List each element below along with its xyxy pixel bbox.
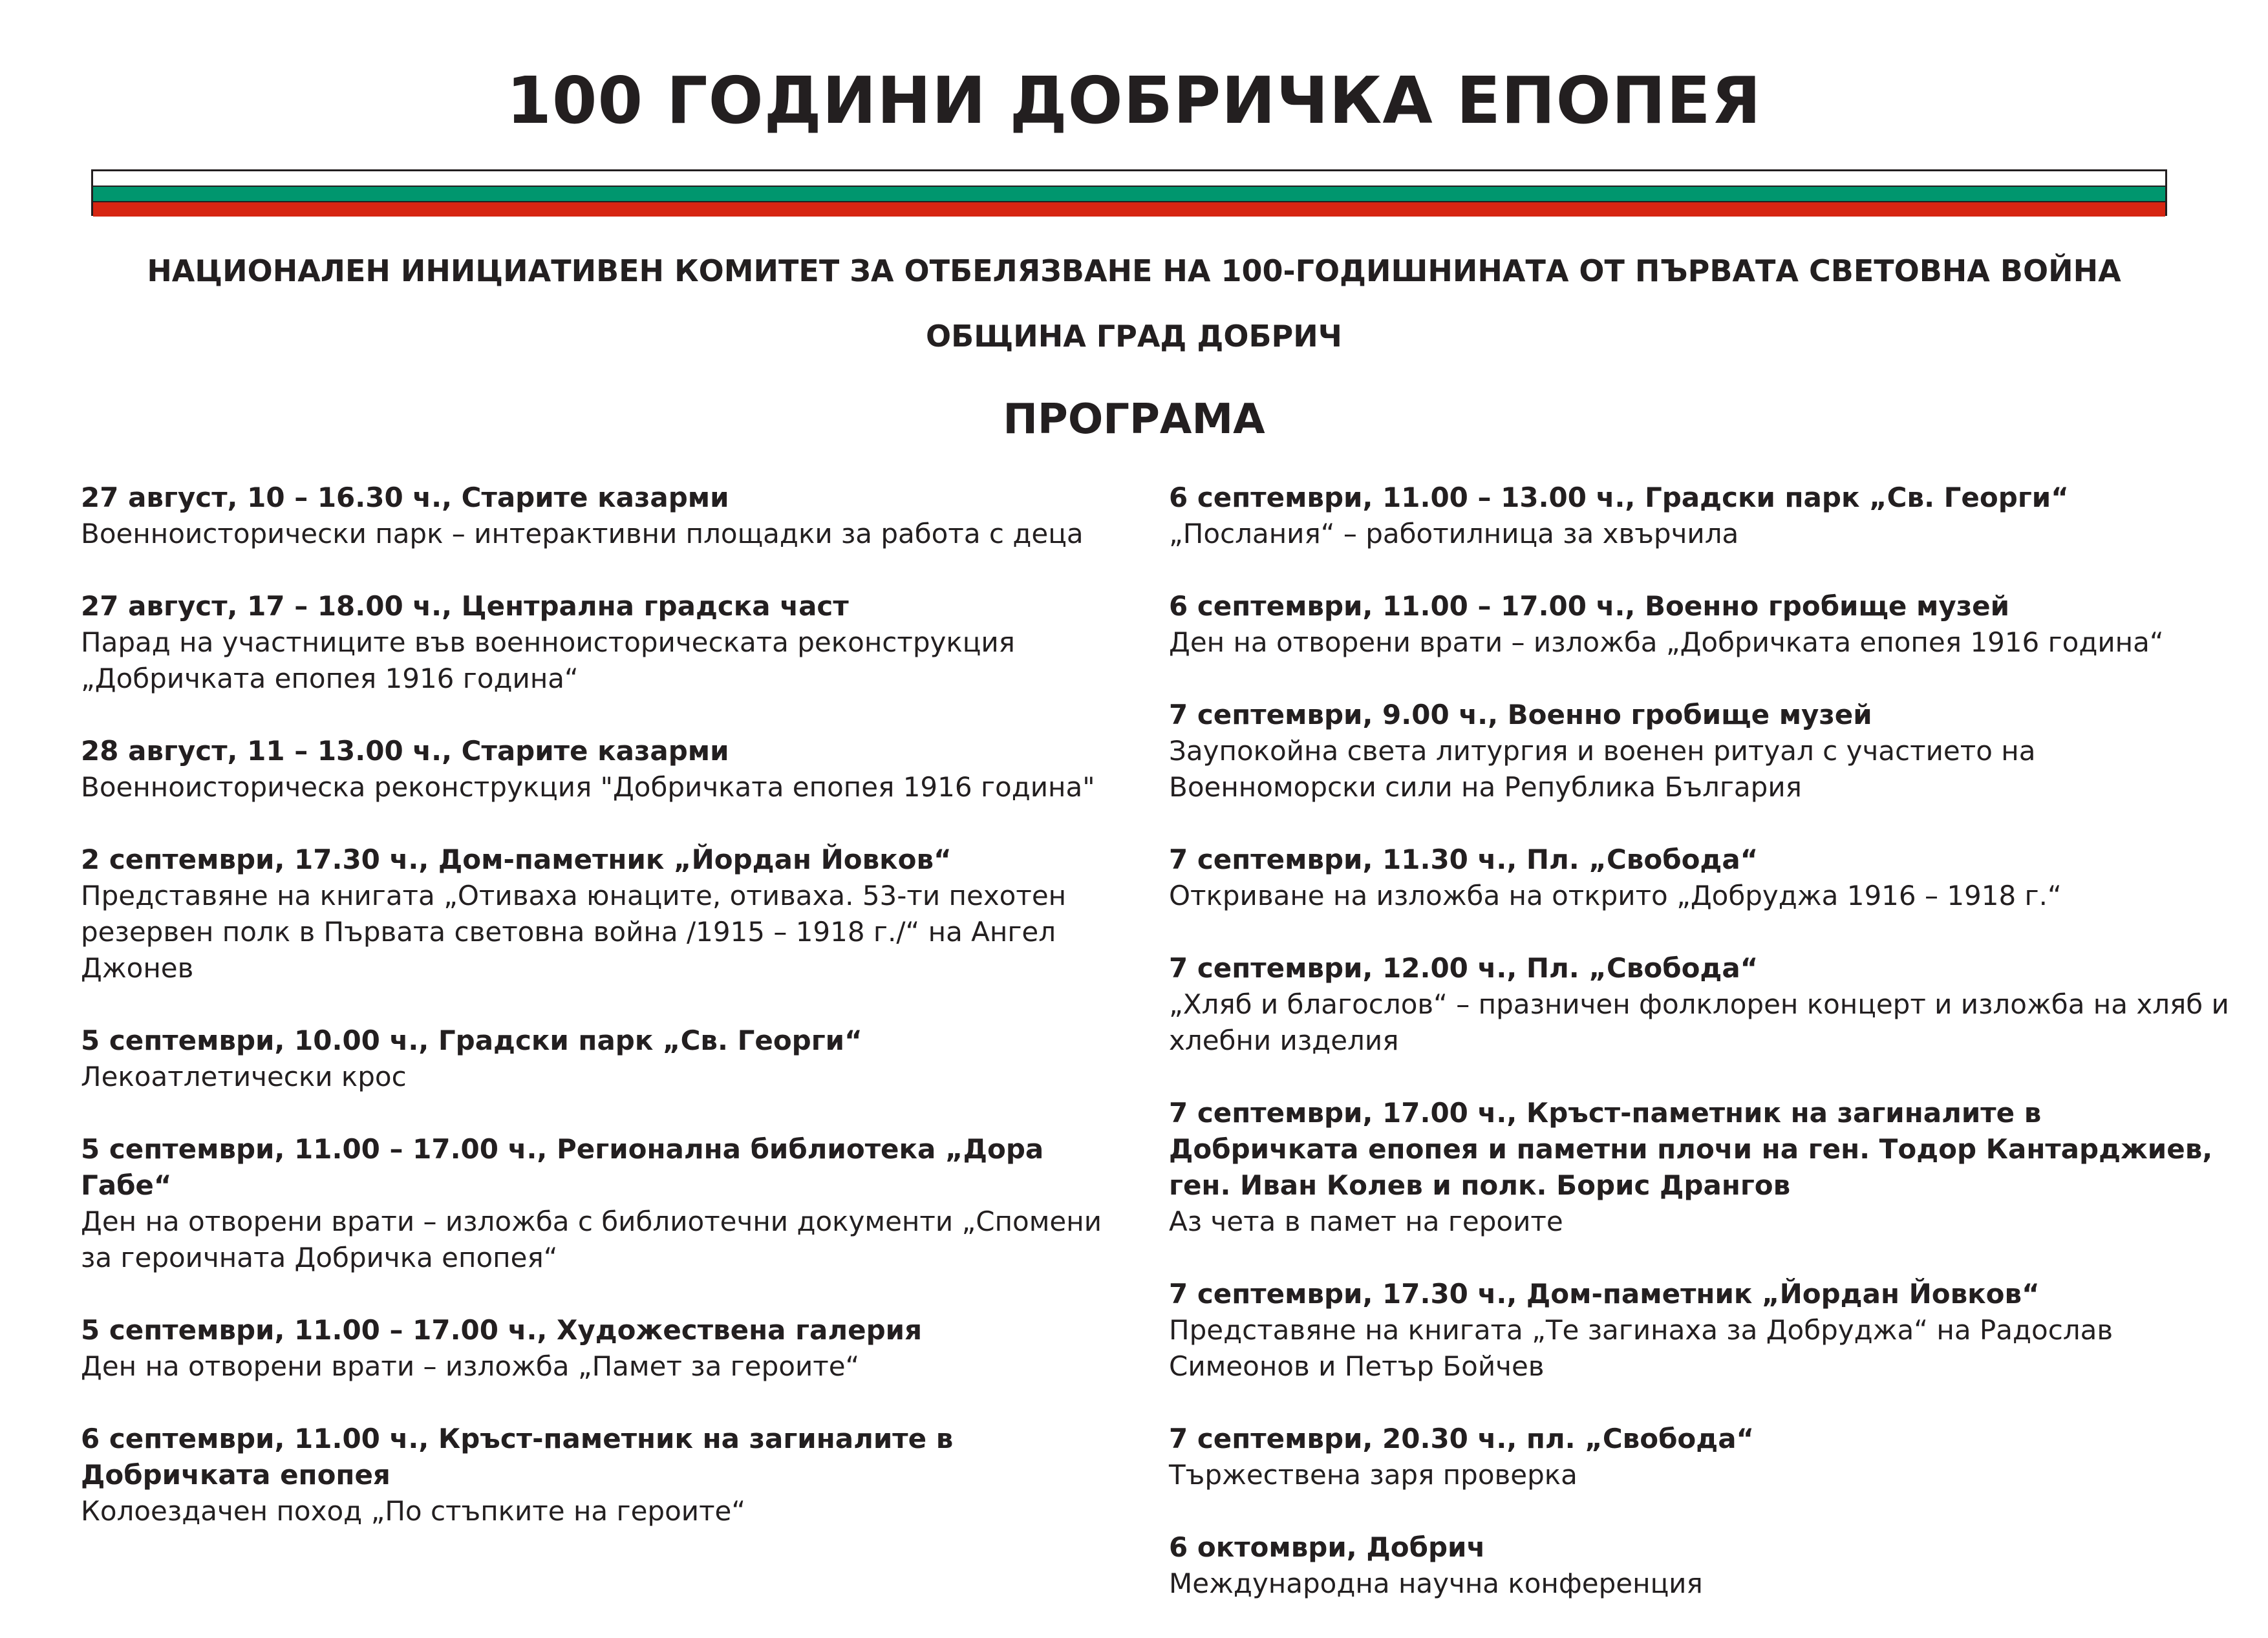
event-date-place: 2 септември, 17.30 ч., Дом-паметник „Йордан Йовков“ [81, 844, 952, 875]
event-item [1169, 480, 2229, 552]
event-item [1169, 1095, 2229, 1240]
event-item [1169, 842, 2229, 914]
flag-green-stripe [93, 187, 2165, 202]
event-item [1169, 1421, 2229, 1493]
event-date-place: 28 август, 11 – 13.00 ч., Старите казарми [81, 735, 729, 767]
event-date-place: 7 септември, 9.00 ч., Военно гробище музей [1169, 699, 1872, 730]
event-date-place: 7 септември, 12.00 ч., Пл. „Свобода“ [1169, 952, 1759, 984]
event-date-place: 27 август, 10 – 16.30 ч., Старите казарми [81, 482, 729, 513]
event-date-place: 6 септември, 11.00 ч., Кръст-паметник на загиналите в Добричката епопея [81, 1423, 954, 1491]
event-item [81, 480, 1141, 552]
event-description: Парад на участниците във военноисторическата реконструкция „Добричката епопея 1916 година“ [81, 626, 1015, 694]
event-item [81, 1421, 1141, 1529]
page-title: 100 ГОДИНИ ДОБРИЧКА ЕПОПЕЯ [506, 63, 1762, 138]
event-date-place: 7 септември, 17.30 ч., Дом-паметник „Йордан Йовков“ [1169, 1278, 2040, 1310]
event-item [1169, 1529, 2229, 1602]
event-description: Представяне на книгата „Те загинаха за Добруджа“ на Радослав Симеонов и Петър Бойчев [1169, 1314, 2113, 1382]
event-description: Представяне на книгата „Отиваха юнаците, отиваха. 53-ти пехотен резервен полк в Първата световна война /1915 – 1918 г./“ на Ангел Джонев [81, 880, 1067, 984]
event-description: Ден на отворени врати – изложба „Памет за героите“ [81, 1350, 860, 1382]
event-date-place: 5 септември, 10.00 ч., Градски парк „Св. Георги“ [81, 1025, 862, 1056]
flag-red-stripe [93, 202, 2165, 217]
event-date-place: 6 септември, 11.00 – 17.00 ч., Военно гробище музей [1169, 590, 2010, 622]
event-item [81, 588, 1141, 697]
event-description: „Послания“ – работилница за хвърчила [1169, 518, 1739, 549]
event-item [81, 842, 1141, 986]
event-item [81, 733, 1141, 805]
event-date-place: 7 септември, 11.30 ч., Пл. „Свобода“ [1169, 844, 1759, 875]
event-description: Военноисторическа реконструкция "Добричката епопея 1916 година" [81, 771, 1095, 803]
event-item [81, 1131, 1141, 1276]
event-date-place: 7 септември, 20.30 ч., пл. „Свобода“ [1169, 1423, 1755, 1454]
event-description: Тържествена заря проверка [1169, 1459, 1578, 1491]
event-description: Заупокойна света литургия и военен ритуал с участието на Военноморски сили на Република България [1169, 735, 2036, 803]
event-description: Колоездачен поход „По стъпките на героите“ [81, 1495, 746, 1527]
event-item [81, 1023, 1141, 1095]
event-item [81, 1312, 1141, 1385]
event-date-place: 27 август, 17 – 18.00 ч., Централна градска част [81, 590, 849, 622]
program-column-left [81, 480, 1141, 1566]
event-description: Ден на отворени врати – изложба „Добричката епопея 1916 година“ [1169, 626, 2164, 658]
program-column-right [1169, 480, 2229, 1638]
organizer-municipality: ОБЩИНА ГРАД ДОБРИЧ [926, 319, 1342, 354]
event-date-place: 6 септември, 11.00 – 13.00 ч., Градски парк „Св. Георги“ [1169, 482, 2069, 513]
event-date-place: 6 октомври, Добрич [1169, 1531, 1486, 1563]
organizer-committee: НАЦИОНАЛЕН ИНИЦИАТИВЕН КОМИТЕТ ЗА ОТБЕЛЯЗВАНЕ НА 100-ГОДИШНИНАТА ОТ ПЪРВАТА СВЕТОВНА ВОЙНА [147, 253, 2121, 288]
event-item [1169, 697, 2229, 805]
event-description: Лекоатлетически крос [81, 1061, 407, 1092]
event-item [1169, 588, 2229, 661]
program-heading: ПРОГРАМА [1003, 396, 1265, 443]
event-item [1169, 950, 2229, 1059]
event-description: „Хляб и благослов“ – празничен фолклорен концерт и изложба на хляб и хлебни изделия [1169, 988, 2229, 1056]
bulgarian-flag-banner [91, 169, 2167, 216]
event-date-place: 5 септември, 11.00 – 17.00 ч., Художествена галерия [81, 1314, 923, 1346]
event-description: Международна научна конференция [1169, 1568, 1703, 1599]
event-description: Ден на отворени врати – изложба с библиотечни документи „Спомени за героичната Добричка епопея“ [81, 1206, 1102, 1273]
event-description: Военноисторически парк – интерактивни площадки за работа с деца [81, 518, 1084, 549]
event-description: Аз чета в памет на героите [1169, 1206, 1563, 1237]
event-description: Откриване на изложба на открито „Добруджа 1916 – 1918 г.“ [1169, 880, 2062, 911]
flag-white-stripe [93, 171, 2165, 187]
event-item [1169, 1276, 2229, 1385]
event-date-place: 5 септември, 11.00 – 17.00 ч., Регионална библиотека „Дора Габе“ [81, 1133, 1044, 1201]
event-date-place: 7 септември, 17.00 ч., Кръст-паметник на загиналите в Добричката епопея и паметни плочи на ген. Тодор Кантарджиев, ген. Иван Колев и полк. Борис Дрангов [1169, 1097, 2213, 1201]
